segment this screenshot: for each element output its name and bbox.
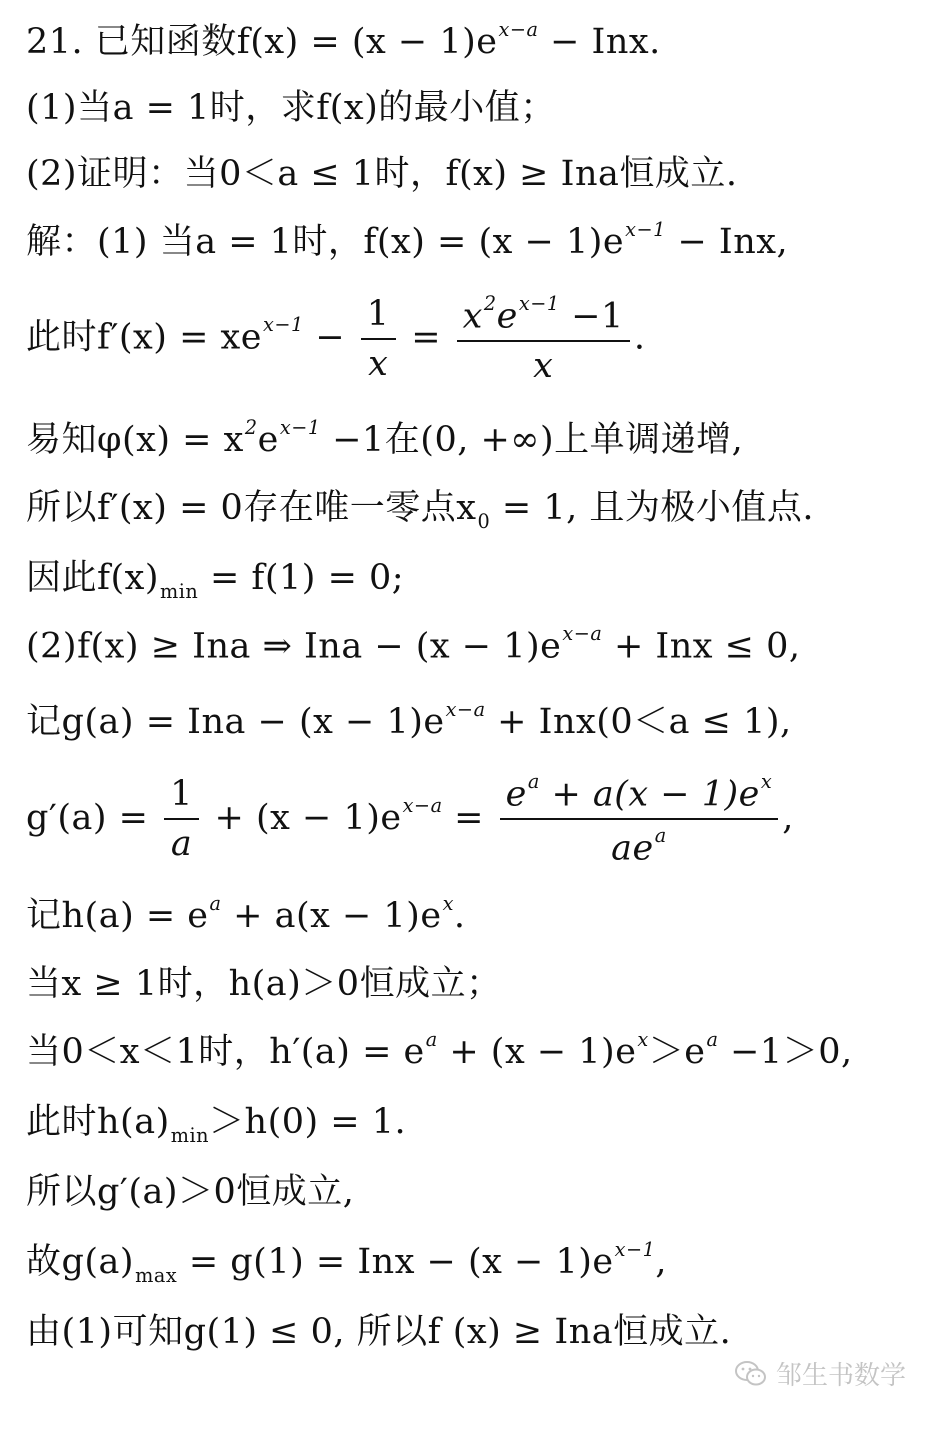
solution-line-17 — [26, 1234, 667, 1287]
solution-line-10 — [26, 694, 792, 744]
solution-line-9 — [26, 622, 801, 666]
fraction-denominator: x — [368, 344, 389, 385]
solution-text: 所以g′(a)＞0恒成立, — [26, 1172, 355, 1212]
exponent: x — [637, 1027, 649, 1051]
solution-text: 易知φ(x) = x — [26, 420, 244, 460]
exponent: 2 — [244, 415, 258, 439]
problem-part1-line — [26, 80, 556, 130]
watermark — [734, 1355, 906, 1392]
watermark-text: 邹生书数学 — [775, 1361, 906, 1391]
solution-text: (2)f(x) ≥ Ina ⇒ Ina − (x − 1)e — [26, 626, 562, 667]
solution-line-5 — [26, 292, 645, 386]
solution-line-4 — [26, 214, 788, 264]
exponent: x−a — [402, 793, 443, 817]
exponent: x−a — [445, 697, 486, 721]
solution-text: 当0＜x＜1时，h′(a) = e — [26, 1032, 425, 1072]
subscript: 0 — [477, 509, 491, 533]
exponent: a — [527, 770, 540, 793]
solution-text: g′(a) = — [26, 797, 161, 838]
solution-text: 解：(1) 当a = 1时，f(x) = (x − 1)e — [26, 222, 625, 262]
solution-text: 此时f′(x) = xe — [26, 317, 262, 358]
solution-text: = g(1) = Inx − (x − 1)e — [177, 1242, 614, 1282]
solution-text: = — [399, 317, 453, 358]
solution-text: 所以f′(x) = 0存在唯一零点x — [26, 488, 477, 528]
solution-text: 故g(a) — [26, 1242, 135, 1282]
exponent: a — [654, 824, 667, 848]
exponent: x−1 — [279, 415, 321, 439]
solution-text: 因此f(x) — [26, 558, 160, 598]
solution-text: . — [453, 896, 466, 936]
solution-text: . — [633, 317, 646, 358]
math-term: ae — [611, 828, 654, 869]
exponent: x — [442, 891, 454, 915]
fraction-denominator: a — [170, 824, 193, 865]
problem-text: − Inx. — [538, 22, 661, 62]
math-term: e — [496, 296, 518, 337]
exponent: x — [760, 770, 773, 793]
exponent: x−a — [562, 622, 603, 645]
exponent: x−1 — [262, 313, 304, 337]
solution-text: + (x − 1)e — [202, 797, 402, 838]
solution-line-7 — [26, 480, 814, 533]
solution-text: −1在(0, +∞)上单调递增, — [320, 420, 744, 460]
subscript: min — [170, 1123, 210, 1147]
exponent: x−1 — [625, 217, 666, 241]
solution-text: ＞e — [648, 1032, 706, 1072]
fraction-denominator — [500, 820, 779, 868]
solution-text: + (x − 1)e — [437, 1032, 637, 1072]
solution-line-16 — [26, 1164, 354, 1214]
solution-line-14 — [26, 1024, 853, 1074]
exponent: x−1 — [614, 1237, 656, 1261]
fraction-numerator: 1 — [361, 294, 396, 340]
solution-line-15 — [26, 1094, 406, 1147]
fraction-numerator: 1 — [164, 774, 199, 820]
solution-text: = — [442, 797, 496, 838]
exponent: a — [425, 1027, 438, 1051]
problem-title-line — [26, 14, 661, 64]
exponent: 2 — [483, 292, 497, 315]
exponent: a — [209, 891, 222, 915]
solution-line-8 — [26, 550, 404, 603]
solution-text: = f(1) = 0; — [198, 558, 405, 598]
math-term: + a(x − 1)e — [539, 774, 760, 815]
exponent: x−a — [498, 17, 539, 41]
exponent: x−1 — [518, 292, 560, 315]
fraction-numerator — [457, 292, 630, 342]
math-term: −1 — [559, 296, 624, 337]
solution-text: e — [257, 420, 279, 460]
wechat-icon — [734, 1360, 768, 1388]
fraction-numerator — [500, 770, 779, 820]
subscript: max — [135, 1263, 178, 1287]
solution-text: 记h(a) = e — [26, 896, 209, 936]
problem-text: (2)证明：当0＜a ≤ 1时，f(x) ≥ Ina恒成立. — [26, 154, 738, 194]
subscript: min — [160, 579, 199, 603]
solution-line-12 — [26, 888, 466, 938]
problem-part2-line — [26, 146, 738, 196]
math-term: x — [462, 296, 483, 337]
math-term: e — [505, 774, 527, 815]
solution-line-11 — [26, 770, 794, 869]
solution-text: , — [782, 797, 794, 838]
fraction-denominator: x — [533, 346, 554, 387]
solution-text: 此时h(a) — [26, 1102, 170, 1142]
solution-text: = 1, 且为极小值点. — [490, 488, 815, 528]
fraction — [500, 770, 779, 869]
solution-text: , — [655, 1242, 667, 1282]
exponent: a — [706, 1027, 719, 1051]
solution-text: + Inx(0＜a ≤ 1), — [485, 702, 792, 742]
fraction — [457, 292, 630, 386]
solution-text: + Inx ≤ 0, — [602, 626, 801, 667]
fraction — [164, 774, 199, 864]
problem-text: (1)当a = 1时，求f(x)的最小值； — [26, 88, 556, 128]
solution-text: 当x ≥ 1时，h(a)＞0恒成立； — [26, 964, 502, 1004]
fraction — [361, 294, 396, 384]
solution-text: − — [303, 317, 357, 358]
solution-text: 记g(a) = Ina − (x − 1)e — [26, 702, 445, 742]
solution-line-18 — [26, 1304, 731, 1354]
solution-line-13 — [26, 956, 502, 1006]
solution-text: −1＞0, — [718, 1032, 853, 1072]
solution-text: 由(1)可知g(1) ≤ 0, 所以f (x) ≥ Ina恒成立. — [26, 1312, 732, 1352]
solution-text: + a(x − 1)e — [221, 896, 442, 936]
solution-line-6 — [26, 412, 743, 462]
solution-text: ＞h(0) = 1. — [209, 1102, 407, 1142]
problem-text: 21. 已知函数f(x) = (x − 1)e — [26, 22, 498, 62]
solution-text: − Inx, — [665, 222, 789, 262]
